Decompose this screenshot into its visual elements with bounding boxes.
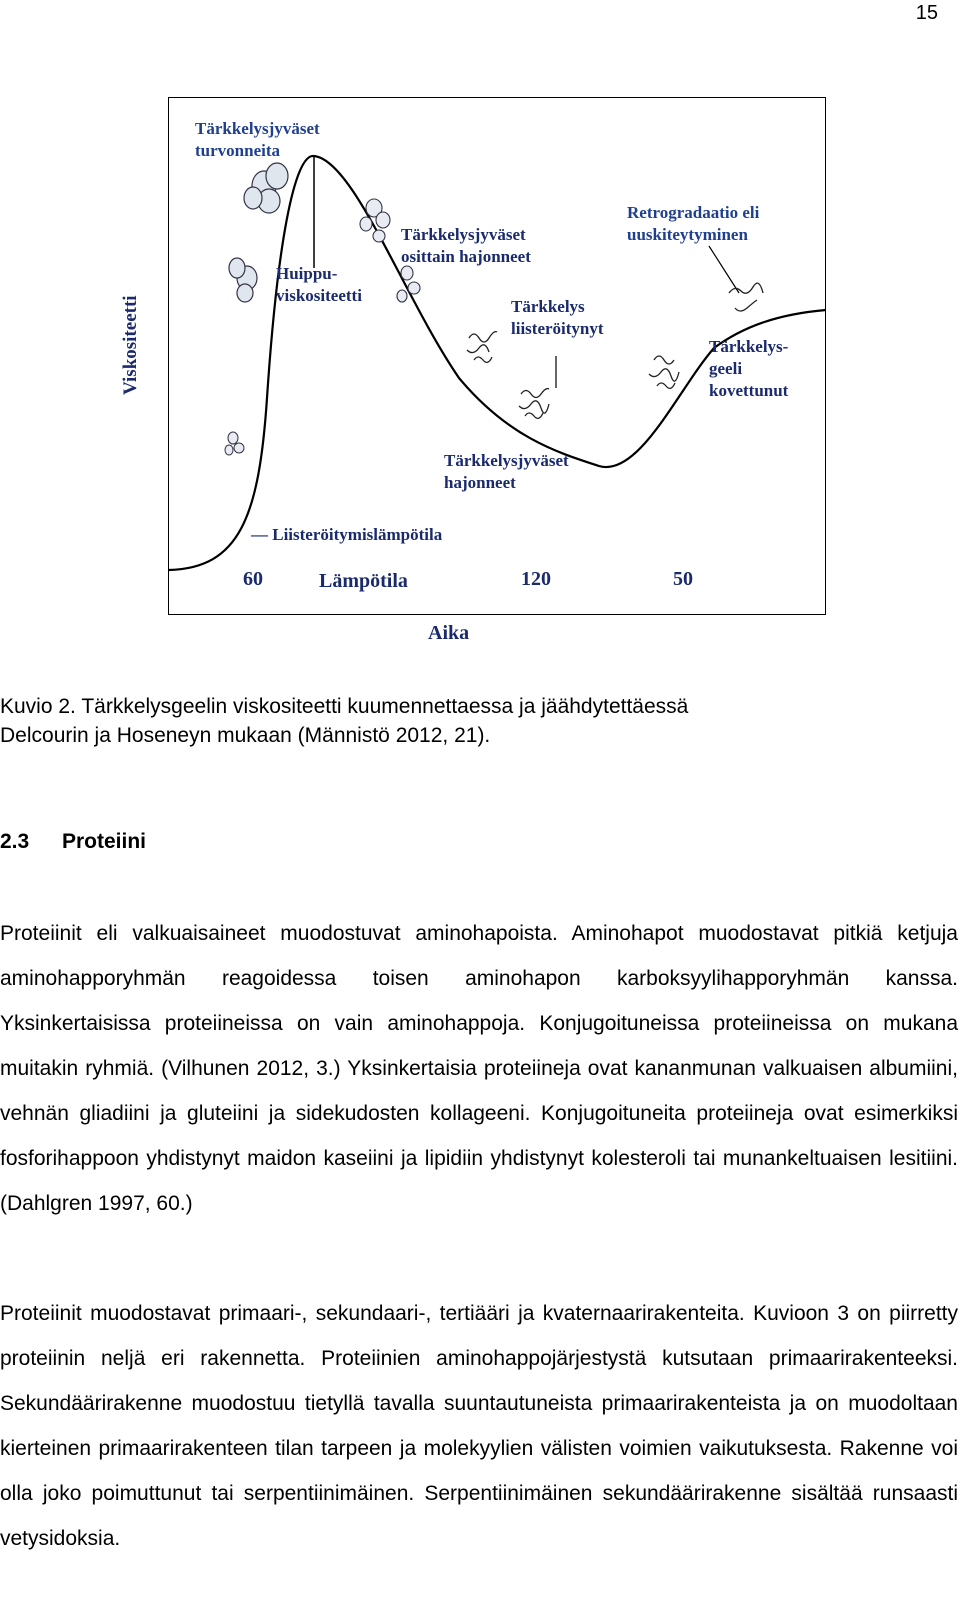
small-granules-icon	[225, 432, 244, 455]
figure-caption	[0, 692, 920, 750]
tick-120: 120	[521, 568, 551, 590]
label-granules-partly-broken: Tärkkelysjyväset osittain hajonneet	[401, 225, 531, 266]
section-number: 2.3	[0, 830, 30, 853]
caption-line-2: Delcourin ja Hoseneyn mukaan (Männistö 2012, 21).	[0, 724, 491, 747]
y-axis-label: Viskositeetti	[120, 295, 141, 395]
label-starch-gelatinized: Tärkkelys liisteröitynyt	[511, 297, 604, 338]
section-heading	[0, 830, 146, 854]
x-axis-label: Aika	[428, 622, 470, 644]
label-retrogradation: Retrogradaatio eli uuskiteytyminen	[627, 203, 760, 244]
caption-line-1: Kuvio 2. Tärkkelysgeelin viskositeetti kuumennettaessa ja jäähdytettäessä	[0, 695, 689, 718]
paragraph-2: Proteiinit muodostavat primaari-, sekundaari-, tertiääri ja kvaternaarirakenteita. Kuvioon 3 on piirretty proteiinin neljä eri rakennetta. Proteiinien aminohappojärjestystä kutsutaan primaarirakenteeksi. Sekundäärirakenne muodostuu tietyllä tavalla suuntautuneista primaarirakenteista ja on muodoltaan kierteinen primaarirakenteen tilan tarpeen ja molekyylien välisten voimien vaikutuksesta. Rakenne voi olla joko poimuttunut tai serpentiinimäinen. Serpentiinimäinen sekundäärirakenne sisältää runsaasti vetysidoksia.	[0, 1302, 958, 1550]
tick-60: 60	[243, 568, 263, 590]
paragraph-1: Proteiinit eli valkuaisaineet muodostuvat aminohapoista. Aminohapot muodostavat pitkiä ketjuja aminohapporyhmän reagoidessa toisen aminohapon karboksyylihapporyhmän kanssa. Yksinkertaisissa proteiineissa on vain aminohappoja. Konjugoituneissa proteiineissa on mukana muitakin ryhmiä. (Vilhunen 2012, 3.) Yksinkertaisia proteiineja ovat kananmunan valkuaisen albumiini, vehnän gliadiini ja gluteiini ja sidekudosten kollageeni. Konjugoituneita proteiineja ovat esimerkiksi fosforihappoon yhdistynyt maidon kaseiini ja lipidiin yhdistynyt kolesteroli tai munankeltuaisen lesitiini. (Dahlgren 1997, 60.)	[0, 922, 958, 1215]
tick-50: 50	[673, 568, 693, 590]
page-number: 15	[915, 2, 938, 24]
viscosity-figure	[168, 97, 826, 615]
label-gel-hardened: Tärkkelys- geeli kovettunut	[709, 337, 789, 400]
label-granules-broken: Tärkkelysjyväset hajonneet	[444, 451, 569, 492]
label-peak-viscosity: Huippu- viskositeetti	[276, 264, 362, 305]
label-granules-swollen: Tärkkelysjyväset turvonneita	[195, 119, 320, 160]
label-temperature: Lämpötila	[319, 570, 408, 592]
section-title: Proteiini	[62, 830, 147, 853]
label-gelatinization-temp: — Liisteröitymislämpötila	[251, 525, 443, 544]
retro-pointer	[709, 246, 739, 293]
